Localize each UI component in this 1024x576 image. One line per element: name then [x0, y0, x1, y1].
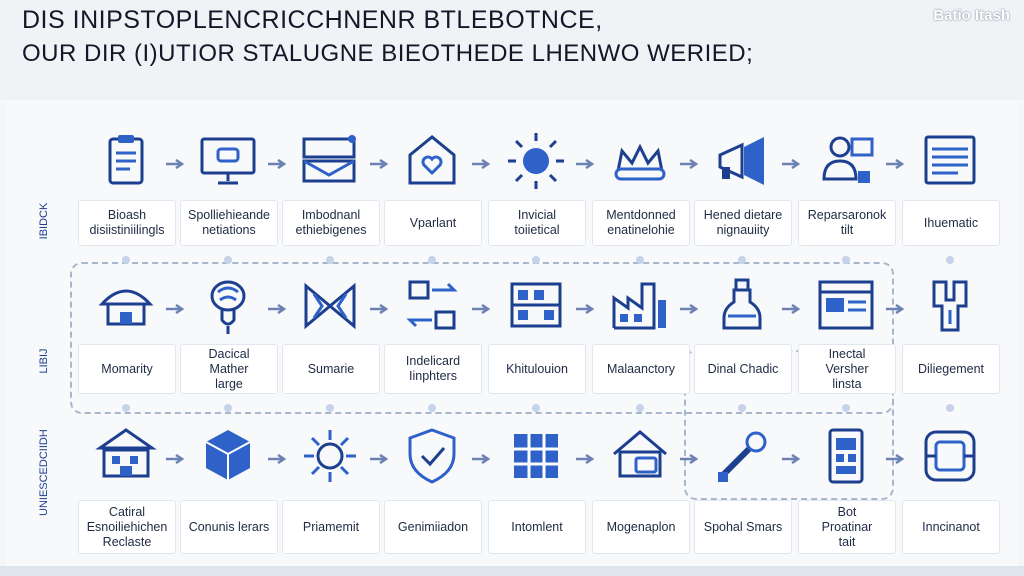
step-card[interactable]: [694, 200, 792, 246]
connector-dot: [946, 404, 954, 412]
connector-dot: [428, 256, 436, 264]
monitor-icon: [192, 125, 264, 197]
step-card[interactable]: [180, 500, 278, 554]
arrow-right-icon: [470, 156, 492, 166]
clipboard-icon: [90, 125, 162, 197]
step-label: Sumarie: [307, 361, 355, 376]
connector-dot: [738, 256, 746, 264]
connector-dot: [224, 404, 232, 412]
house-heart-icon: [396, 125, 468, 197]
connector-dot: [224, 256, 232, 264]
step-card[interactable]: [282, 500, 380, 554]
arrow-right-icon: [164, 451, 186, 461]
wrench-icon: [706, 420, 778, 492]
step-card[interactable]: [180, 200, 278, 246]
step-label: Catiral Esnoiliehichen Reclaste: [86, 504, 168, 549]
header: [0, 0, 1024, 100]
step-card[interactable]: [78, 200, 176, 246]
step-label: Priamemit: [302, 519, 360, 534]
row-label: LIBIJ: [38, 348, 50, 374]
step-card[interactable]: [488, 500, 586, 554]
bottle-icon: [706, 270, 778, 342]
step-card[interactable]: [694, 500, 792, 554]
step-label: Imbodnanl ethiebigenes: [295, 208, 367, 237]
phone-panel-icon: [810, 420, 882, 492]
step-label: Mentdonned enatinelohie: [606, 208, 676, 237]
arrow-right-icon: [266, 156, 288, 166]
arrow-right-icon: [164, 301, 186, 311]
swap-arrows-icon: [396, 270, 468, 342]
browser-window-icon: [810, 270, 882, 342]
step-label: Intomlent: [511, 519, 563, 534]
brand-watermark: Batio Itash: [933, 7, 1010, 24]
crown-icon: [604, 125, 676, 197]
step-label: Genimiiadon: [397, 519, 469, 534]
step-label: Inncinanot: [922, 519, 980, 534]
arrow-right-icon: [780, 301, 802, 311]
step-card[interactable]: [282, 344, 380, 394]
arrow-right-icon: [884, 156, 906, 166]
step-card[interactable]: [488, 200, 586, 246]
connector-dot: [946, 256, 954, 264]
arrow-right-icon: [574, 451, 596, 461]
shield-check-icon: [396, 420, 468, 492]
connector-dot: [122, 256, 130, 264]
step-card[interactable]: [592, 344, 690, 394]
grid-blocks-icon: [500, 420, 572, 492]
arrow-right-icon: [884, 451, 906, 461]
step-card[interactable]: [592, 500, 690, 554]
step-card[interactable]: [902, 500, 1000, 554]
arrow-right-icon: [780, 451, 802, 461]
connector-dot: [532, 256, 540, 264]
row-label: UNIESCEDCIIDH: [38, 429, 50, 516]
factory-icon: [604, 270, 676, 342]
connector-dot: [122, 404, 130, 412]
arrow-right-icon: [678, 156, 700, 166]
gear-burst-icon: [294, 420, 366, 492]
arrow-right-icon: [266, 451, 288, 461]
arrow-right-icon: [470, 451, 492, 461]
home-card-icon: [604, 420, 676, 492]
step-label: Dacical Mather large: [208, 346, 250, 391]
envelope-icon: [294, 125, 366, 197]
step-card[interactable]: [902, 200, 1000, 246]
connector-icon: [914, 270, 986, 342]
arrow-right-icon: [678, 301, 700, 311]
boxes-icon: [192, 420, 264, 492]
bowtie-icon: [294, 270, 366, 342]
connector-dot: [738, 404, 746, 412]
connector-dot: [532, 404, 540, 412]
brain-head-icon: [192, 270, 264, 342]
step-label: Vparlant: [409, 215, 457, 230]
step-card[interactable]: [592, 200, 690, 246]
step-label: Ihuematic: [923, 215, 979, 230]
step-card[interactable]: [78, 344, 176, 394]
document-list-icon: [914, 125, 986, 197]
step-label: Inectal Versher linsta: [825, 346, 869, 391]
title-line-2: OUR DIR (I)UTIOR STALUGNE BIEOTHEDE LHENWO WERIED;: [22, 40, 754, 67]
arrow-right-icon: [368, 301, 390, 311]
connector-dot: [428, 404, 436, 412]
bank-building-icon: [90, 420, 162, 492]
arrow-right-icon: [266, 301, 288, 311]
connector-dot: [842, 404, 850, 412]
step-card[interactable]: [384, 500, 482, 554]
sun-icon: [500, 125, 572, 197]
arrow-right-icon: [368, 451, 390, 461]
storage-rack-icon: [500, 270, 572, 342]
bottom-bar: [0, 566, 1024, 576]
person-desk-icon: [810, 125, 882, 197]
arrow-right-icon: [780, 156, 802, 166]
arrow-right-icon: [574, 301, 596, 311]
step-label: Diliegement: [917, 361, 984, 376]
arrow-right-icon: [574, 156, 596, 166]
step-label: Momarity: [101, 361, 153, 376]
step-card[interactable]: [78, 500, 176, 554]
connector-dot: [636, 404, 644, 412]
connector-dot: [326, 256, 334, 264]
step-card[interactable]: [902, 344, 1000, 394]
step-label: Invicial toiietical: [514, 208, 560, 237]
step-card[interactable]: [384, 200, 482, 246]
step-card[interactable]: [798, 344, 896, 394]
step-label: Malaanctory: [606, 361, 676, 376]
row-label: IBIDCK: [38, 202, 50, 240]
step-label: Spolliehieande netiations: [187, 208, 270, 237]
window-frame-icon: [914, 420, 986, 492]
step-label: Bioash disiistiniilingls: [89, 208, 165, 237]
step-card[interactable]: [384, 344, 482, 394]
step-label: Bot Proatinar tait: [821, 504, 873, 549]
step-label: Conunis lerars: [188, 519, 270, 534]
step-card[interactable]: [488, 344, 586, 394]
step-card[interactable]: [798, 500, 896, 554]
step-label: Spohal Smars: [703, 519, 783, 534]
title-line-1: DIS INIPSTOPLENCRICCHNENR BTLEBOTNCE,: [22, 6, 603, 34]
step-label: Hened dietare nignauiity: [703, 208, 783, 237]
step-label: Dinal Chadic: [707, 361, 779, 376]
connector-dot: [636, 256, 644, 264]
arrow-right-icon: [884, 301, 906, 311]
arrow-right-icon: [470, 301, 492, 311]
step-card[interactable]: [798, 200, 896, 246]
tree-hut-icon: [90, 270, 162, 342]
megaphone-icon: [706, 125, 778, 197]
step-card[interactable]: [694, 344, 792, 394]
arrow-right-icon: [678, 451, 700, 461]
step-card[interactable]: [282, 200, 380, 246]
arrow-right-icon: [164, 156, 186, 166]
arrow-right-icon: [368, 156, 390, 166]
connector-dot: [326, 404, 334, 412]
step-card[interactable]: [180, 344, 278, 394]
connector-dot: [842, 256, 850, 264]
step-label: Mogenaplon: [606, 519, 676, 534]
step-label: Indelicard Iinphters: [405, 354, 461, 383]
step-label: Reparsaronok tilt: [807, 208, 887, 237]
step-label: Khitulouion: [506, 361, 568, 376]
